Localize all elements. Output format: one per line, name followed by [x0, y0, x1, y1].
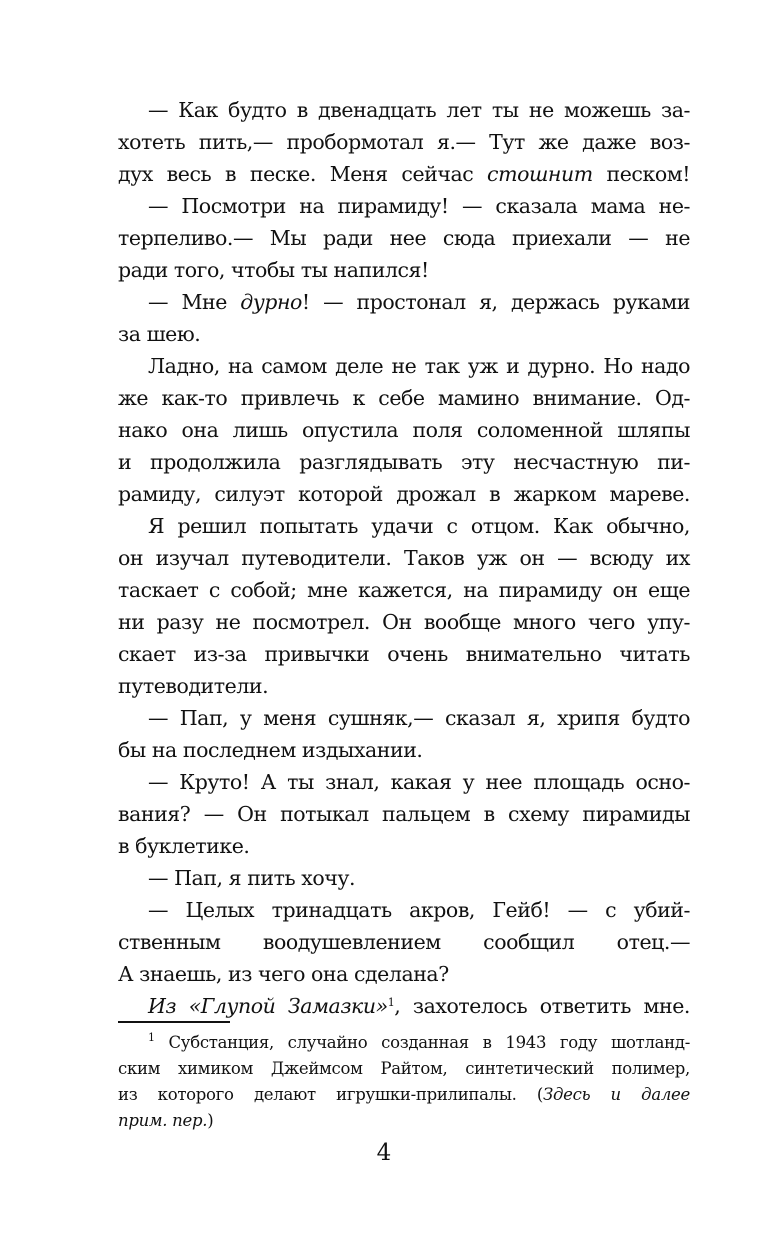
text-run: из которого делают игрушки-прилипалы. (	[118, 1085, 544, 1104]
text-line: — Как будто в двенадцать лет ты не можешь за-	[148, 98, 690, 122]
paragraph-1	[118, 94, 690, 190]
body-text	[118, 94, 690, 1022]
text-run: )	[207, 1111, 214, 1130]
text-line	[118, 158, 690, 190]
text-line: он изучал путеводители. Таков уж он — всюду их	[118, 546, 690, 570]
text-line: и продолжила разглядывать эту несчастную пи-	[118, 450, 690, 474]
paragraph-2	[118, 190, 690, 286]
italic-text: прим. пер.	[118, 1111, 208, 1130]
text-line: нако она лишь опустила поля соломенной шляпы	[118, 418, 690, 442]
paragraph-9	[118, 894, 690, 990]
footnote-line	[118, 1030, 690, 1056]
paragraph-4	[118, 350, 690, 510]
text-line: — Посмотри на пирамиду! — сказала мама не-	[148, 194, 690, 218]
italic-text: Здесь и далее	[543, 1085, 690, 1104]
page-number: 4	[376, 1140, 392, 1166]
text-line: за шею.	[118, 322, 201, 346]
text-run: дух весь в песке. Меня сейчас	[118, 162, 488, 186]
text-line: А знаешь, из чего она сделана?	[118, 962, 449, 986]
text-line: Ладно, на самом деле не так уж и дурно. Но надо	[148, 354, 690, 378]
text-run: песком!	[592, 162, 690, 186]
text-line: — Круто! А ты знал, какая у нее площадь осно-	[148, 770, 690, 794]
text-line: — Пап, я пить хочу.	[148, 866, 356, 890]
footnote-marker: 1	[148, 1031, 155, 1044]
paragraph-10	[118, 990, 690, 1022]
footnote-line: ским химиком Джеймсом Райтом, синтетический полимер,	[118, 1059, 690, 1078]
text-line: в буклетике.	[118, 834, 250, 858]
text-run: Субстанция, случайно созданная в 1943 году шотланд-	[154, 1033, 690, 1052]
text-line: терпеливо.— Мы ради нее сюда приехали — не	[118, 226, 690, 250]
footnote-divider	[118, 1021, 230, 1023]
text-run: ! — простонал я, держась руками	[301, 290, 690, 314]
text-line: бы на последнем издыхании.	[118, 738, 423, 762]
italic-text: Из «Глупой Замазки»	[148, 994, 388, 1018]
text-line: путеводители.	[118, 674, 269, 698]
text-line: ственным воодушевлением сообщил отец.—	[118, 930, 690, 954]
text-line: — Пап, у меня сушняк,— сказал я, хрипя будто	[148, 706, 690, 730]
footnote-reference[interactable]: 1	[387, 996, 395, 1009]
paragraph-6	[118, 702, 690, 766]
italic-text: дурно	[240, 290, 302, 314]
text-line: же как-то привлечь к себе мамино внимание. Од-	[118, 386, 690, 410]
text-line	[118, 990, 690, 1022]
footnote-line	[118, 1108, 690, 1134]
text-line: — Целых тринадцать акров, Гейб! — с убий-	[148, 898, 690, 922]
text-run: — Мне	[148, 290, 241, 314]
text-line: таскает с собой; мне кажется, на пирамиду он еще	[118, 578, 690, 602]
text-line: скает из-за привычки очень внимательно читать	[118, 642, 690, 666]
paragraph-3	[118, 286, 690, 350]
footnote	[118, 1030, 690, 1134]
paragraph-5	[118, 510, 690, 702]
text-line: ни разу не посмотрел. Он вообще много чего упу-	[118, 610, 690, 634]
text-run: , захотелось ответить мне.	[394, 994, 690, 1018]
paragraph-8	[118, 862, 690, 894]
text-line: хотеть пить,— пробормотал я.— Тут же даже воз-	[118, 130, 690, 154]
paragraph-7	[118, 766, 690, 862]
footnote-line	[118, 1082, 690, 1108]
italic-text: стошнит	[487, 162, 593, 186]
text-line: рамиду, силуэт которой дрожал в жарком мареве.	[118, 482, 690, 506]
text-line: вания? — Он потыкал пальцем в схему пирамиды	[118, 802, 690, 826]
text-line	[118, 286, 690, 318]
text-line: ради того, чтобы ты напился!	[118, 258, 429, 282]
text-line: Я решил попытать удачи с отцом. Как обычно,	[148, 514, 690, 538]
